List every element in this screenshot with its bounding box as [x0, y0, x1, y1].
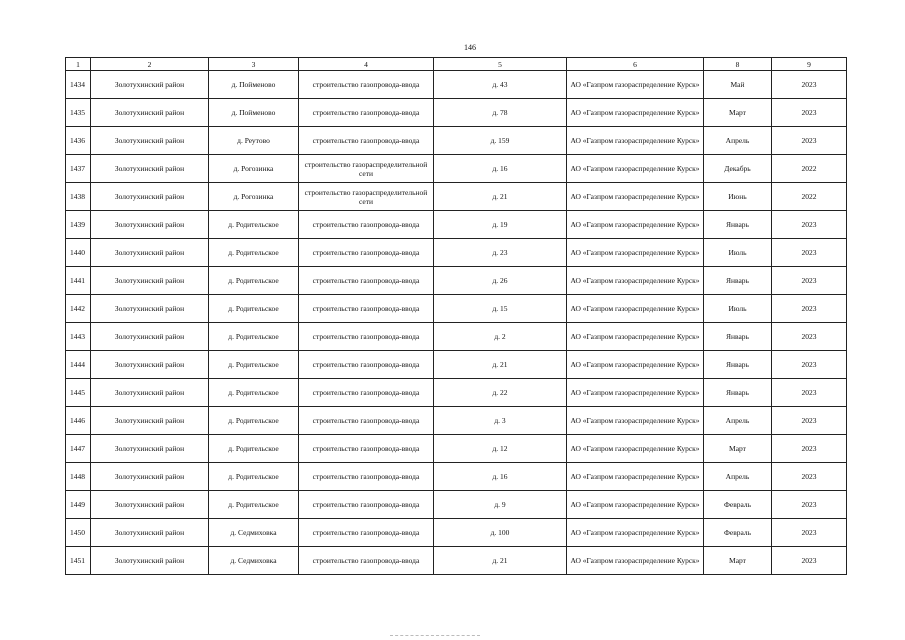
table-row: [66, 435, 847, 463]
address-cell: д. 21: [434, 351, 567, 379]
month-cell: Апрель: [704, 127, 772, 155]
column-header: 6: [567, 58, 704, 71]
year-cell: 2023: [772, 71, 847, 99]
address-cell: д. 23: [434, 239, 567, 267]
row-number: 1440: [66, 239, 91, 267]
locality-cell: д. Рогозинка: [209, 155, 299, 183]
work-type-cell: строительство газопровода-ввода: [299, 351, 434, 379]
row-number: 1444: [66, 351, 91, 379]
month-cell: Январь: [704, 211, 772, 239]
organization-cell: АО «Газпром газораспределение Курск»: [567, 155, 704, 183]
organization-cell: АО «Газпром газораспределение Курск»: [567, 183, 704, 211]
table-row: [66, 155, 847, 183]
row-number: 1448: [66, 463, 91, 491]
organization-cell: АО «Газпром газораспределение Курск»: [567, 323, 704, 351]
district-cell: Золотухинский район: [91, 351, 209, 379]
organization-cell: АО «Газпром газораспределение Курск»: [567, 351, 704, 379]
district-cell: Золотухинский район: [91, 323, 209, 351]
organization-cell: АО «Газпром газораспределение Курск»: [567, 99, 704, 127]
row-number: 1447: [66, 435, 91, 463]
organization-cell: АО «Газпром газораспределение Курск»: [567, 267, 704, 295]
address-cell: д. 22: [434, 379, 567, 407]
work-type-cell: строительство газопровода-ввода: [299, 519, 434, 547]
locality-cell: д. Пойменово: [209, 71, 299, 99]
district-cell: Золотухинский район: [91, 547, 209, 575]
organization-cell: АО «Газпром газораспределение Курск»: [567, 71, 704, 99]
column-header: 5: [434, 58, 567, 71]
year-cell: 2023: [772, 491, 847, 519]
row-number: 1441: [66, 267, 91, 295]
month-cell: Июль: [704, 295, 772, 323]
locality-cell: д. Рогозинка: [209, 183, 299, 211]
row-number: 1451: [66, 547, 91, 575]
work-type-cell: строительство газопровода-ввода: [299, 379, 434, 407]
month-cell: Март: [704, 435, 772, 463]
column-header: 4: [299, 58, 434, 71]
month-cell: Декабрь: [704, 155, 772, 183]
year-cell: 2023: [772, 407, 847, 435]
year-cell: 2023: [772, 239, 847, 267]
table-row: [66, 379, 847, 407]
year-cell: 2023: [772, 99, 847, 127]
address-cell: д. 100: [434, 519, 567, 547]
organization-cell: АО «Газпром газораспределение Курск»: [567, 239, 704, 267]
address-cell: д. 16: [434, 463, 567, 491]
table-row: [66, 267, 847, 295]
row-number: 1436: [66, 127, 91, 155]
row-number: 1437: [66, 155, 91, 183]
month-cell: Январь: [704, 379, 772, 407]
row-number: 1446: [66, 407, 91, 435]
work-type-cell: строительство газопровода-ввода: [299, 267, 434, 295]
organization-cell: АО «Газпром газораспределение Курск»: [567, 407, 704, 435]
month-cell: Январь: [704, 267, 772, 295]
row-number: 1443: [66, 323, 91, 351]
column-header: 3: [209, 58, 299, 71]
address-cell: д. 2: [434, 323, 567, 351]
column-header: 2: [91, 58, 209, 71]
row-number: 1445: [66, 379, 91, 407]
address-cell: д. 21: [434, 183, 567, 211]
work-type-cell: строительство газопровода-ввода: [299, 491, 434, 519]
month-cell: Июль: [704, 239, 772, 267]
address-cell: д. 26: [434, 267, 567, 295]
table-row: [66, 99, 847, 127]
locality-cell: д. Родительское: [209, 435, 299, 463]
locality-cell: д. Родительское: [209, 295, 299, 323]
table-row: [66, 295, 847, 323]
locality-cell: д. Родительское: [209, 491, 299, 519]
month-cell: Март: [704, 547, 772, 575]
organization-cell: АО «Газпром газораспределение Курск»: [567, 519, 704, 547]
locality-cell: д. Реутово: [209, 127, 299, 155]
locality-cell: д. Пойменово: [209, 99, 299, 127]
organization-cell: АО «Газпром газораспределение Курск»: [567, 379, 704, 407]
organization-cell: АО «Газпром газораспределение Курск»: [567, 435, 704, 463]
row-number: 1435: [66, 99, 91, 127]
month-cell: Февраль: [704, 491, 772, 519]
table-row: [66, 519, 847, 547]
page-number: 146: [464, 43, 476, 52]
month-cell: Январь: [704, 323, 772, 351]
work-type-cell: строительство газопровода-ввода: [299, 99, 434, 127]
district-cell: Золотухинский район: [91, 379, 209, 407]
work-type-cell: строительство газопровода-ввода: [299, 71, 434, 99]
year-cell: 2023: [772, 295, 847, 323]
district-cell: Золотухинский район: [91, 295, 209, 323]
work-type-cell: строительство газопровода-ввода: [299, 239, 434, 267]
organization-cell: АО «Газпром газораспределение Курск»: [567, 491, 704, 519]
table-row: [66, 127, 847, 155]
month-cell: Март: [704, 99, 772, 127]
locality-cell: д. Родительское: [209, 351, 299, 379]
table-row: [66, 407, 847, 435]
address-cell: д. 19: [434, 211, 567, 239]
address-cell: д. 21: [434, 547, 567, 575]
organization-cell: АО «Газпром газораспределение Курск»: [567, 211, 704, 239]
year-cell: 2023: [772, 463, 847, 491]
organization-cell: АО «Газпром газораспределение Курск»: [567, 547, 704, 575]
locality-cell: д. Родительское: [209, 239, 299, 267]
year-cell: 2023: [772, 351, 847, 379]
address-cell: д. 78: [434, 99, 567, 127]
table-row: [66, 183, 847, 211]
locality-cell: д. Родительское: [209, 407, 299, 435]
address-cell: д. 43: [434, 71, 567, 99]
year-cell: 2022: [772, 183, 847, 211]
year-cell: 2023: [772, 127, 847, 155]
work-type-cell: строительство газопровода-ввода: [299, 547, 434, 575]
month-cell: Май: [704, 71, 772, 99]
column-number-row: [66, 58, 847, 71]
locality-cell: д. Седмиховка: [209, 519, 299, 547]
table-row: [66, 239, 847, 267]
locality-cell: д. Родительское: [209, 323, 299, 351]
table-row: [66, 463, 847, 491]
address-cell: д. 16: [434, 155, 567, 183]
district-cell: Золотухинский район: [91, 435, 209, 463]
year-cell: 2023: [772, 547, 847, 575]
address-cell: д. 3: [434, 407, 567, 435]
work-type-cell: строительство газораспределительной сети: [299, 183, 434, 211]
table-row: [66, 211, 847, 239]
row-number: 1439: [66, 211, 91, 239]
year-cell: 2023: [772, 435, 847, 463]
work-type-cell: строительство газопровода-ввода: [299, 323, 434, 351]
work-type-cell: строительство газораспределительной сети: [299, 155, 434, 183]
row-number: 1438: [66, 183, 91, 211]
district-cell: Золотухинский район: [91, 519, 209, 547]
district-cell: Золотухинский район: [91, 99, 209, 127]
district-cell: Золотухинский район: [91, 463, 209, 491]
organization-cell: АО «Газпром газораспределение Курск»: [567, 127, 704, 155]
month-cell: Февраль: [704, 519, 772, 547]
district-cell: Золотухинский район: [91, 239, 209, 267]
district-cell: Золотухинский район: [91, 211, 209, 239]
district-cell: Золотухинский район: [91, 71, 209, 99]
year-cell: 2023: [772, 519, 847, 547]
row-number: 1442: [66, 295, 91, 323]
district-cell: Золотухинский район: [91, 183, 209, 211]
locality-cell: д. Родительское: [209, 379, 299, 407]
address-cell: д. 159: [434, 127, 567, 155]
month-cell: Июнь: [704, 183, 772, 211]
table-row: [66, 547, 847, 575]
table-row: [66, 491, 847, 519]
row-number: 1450: [66, 519, 91, 547]
address-cell: д. 15: [434, 295, 567, 323]
work-type-cell: строительство газопровода-ввода: [299, 127, 434, 155]
row-number: 1434: [66, 71, 91, 99]
year-cell: 2023: [772, 267, 847, 295]
work-type-cell: строительство газопровода-ввода: [299, 295, 434, 323]
address-cell: д. 9: [434, 491, 567, 519]
gasification-table: [65, 57, 847, 575]
month-cell: Январь: [704, 351, 772, 379]
work-type-cell: строительство газопровода-ввода: [299, 435, 434, 463]
locality-cell: д. Родительское: [209, 211, 299, 239]
year-cell: 2023: [772, 211, 847, 239]
address-cell: д. 12: [434, 435, 567, 463]
year-cell: 2023: [772, 323, 847, 351]
organization-cell: АО «Газпром газораспределение Курск»: [567, 295, 704, 323]
scan-artifact: [390, 635, 480, 638]
column-header: 8: [704, 58, 772, 71]
locality-cell: д. Седмиховка: [209, 547, 299, 575]
locality-cell: д. Родительское: [209, 267, 299, 295]
year-cell: 2022: [772, 155, 847, 183]
district-cell: Золотухинский район: [91, 155, 209, 183]
column-header: 9: [772, 58, 847, 71]
locality-cell: д. Родительское: [209, 463, 299, 491]
year-cell: 2023: [772, 379, 847, 407]
district-cell: Золотухинский район: [91, 127, 209, 155]
work-type-cell: строительство газопровода-ввода: [299, 211, 434, 239]
row-number: 1449: [66, 491, 91, 519]
work-type-cell: строительство газопровода-ввода: [299, 407, 434, 435]
district-cell: Золотухинский район: [91, 407, 209, 435]
district-cell: Золотухинский район: [91, 267, 209, 295]
month-cell: Апрель: [704, 407, 772, 435]
table-row: [66, 323, 847, 351]
column-header: 1: [66, 58, 91, 71]
table-row: [66, 351, 847, 379]
district-cell: Золотухинский район: [91, 491, 209, 519]
table-row: [66, 71, 847, 99]
work-type-cell: строительство газопровода-ввода: [299, 463, 434, 491]
month-cell: Апрель: [704, 463, 772, 491]
organization-cell: АО «Газпром газораспределение Курск»: [567, 463, 704, 491]
